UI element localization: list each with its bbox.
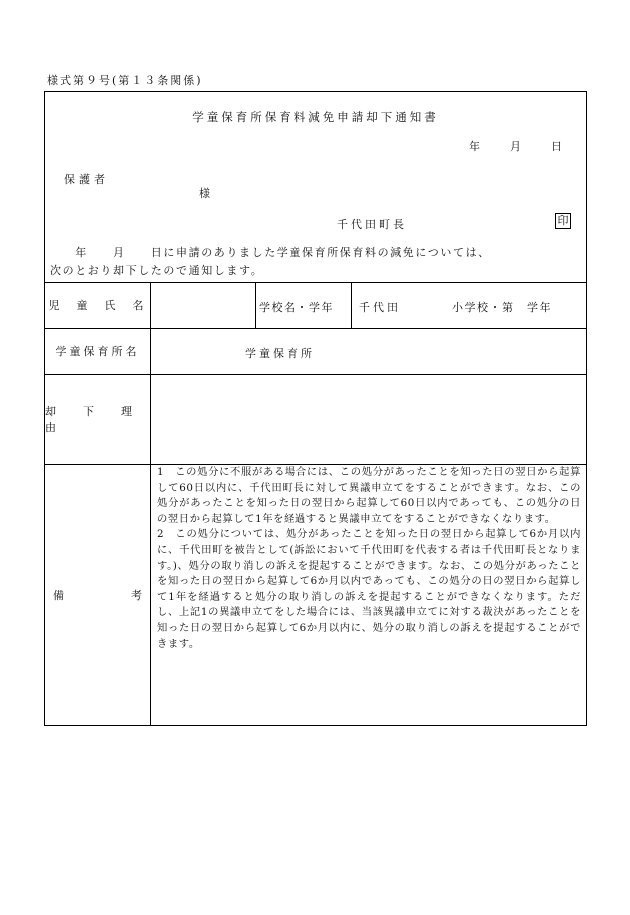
date-year: 年	[469, 140, 480, 153]
school-grade-label: 学校名・学年	[259, 301, 334, 314]
label-column-divider	[150, 282, 151, 725]
facility-value: 学童保育所	[245, 347, 315, 360]
remarks-item-1: 1 この処分に不服がある場合には、この処分があったことを知った日の翌日から起算して60日以内に、千代田町長に対して異議申立てをすることができます。なお、この処分があったことを知った日の翌日から起算して60日以内であっても、この処分の日の翌日から起算して1年を経過すると異議申立てをすることができなくなります。	[157, 466, 581, 525]
date-month: 月	[510, 140, 521, 153]
cell-divider	[351, 282, 352, 328]
guardian-label: 保護者	[64, 173, 109, 186]
school-grade-suffix: 小学校・第 学年	[452, 301, 552, 314]
issuer: 千代田町長	[337, 218, 407, 231]
reason-label: 却 下 理 由	[45, 405, 159, 434]
honorific: 様	[199, 187, 210, 200]
child-name-label: 児 童 氏 名	[48, 299, 147, 312]
facility-label: 学童保育所名	[55, 345, 140, 358]
notice-line-1: 年 月 日に申請のありました学童保育所保育料の減免については、	[50, 246, 491, 259]
notice-form	[44, 91, 587, 726]
seal-mark: 印	[555, 213, 571, 229]
cell-divider	[255, 282, 256, 328]
date-day: 日	[551, 140, 562, 153]
remarks-text	[157, 465, 581, 652]
remarks-label-right: 考	[131, 589, 144, 602]
date-line	[469, 138, 562, 154]
form-number: 様式第９号(第１３条関係)	[47, 74, 203, 87]
school-prefix: 千代田	[359, 301, 401, 314]
remarks-label-left: 備	[53, 589, 66, 602]
notice-line-2: 次のとおり却下したので通知します。	[50, 264, 264, 277]
document-title: 学童保育所保育料減免申請却下通知書	[192, 110, 439, 124]
remarks-item-2: 2 この処分については、処分があったことを知った日の翌日から起算して6か月以内に、千代田町を被告として(訴訟において千代田町を代表する者は千代田町長となります。)、処分の取り消しの訴えを提起することができます。なお、この処分があったことを知った日の翌日から起算して6か月以内であっても、この処分の日の翌日から起算して1年を経過すると処分の取り消しの訴えを提起することができなくなります。ただし、上記1の異議申立てをした場合には、当該異議申立てに対する裁決があったことを知った日の翌日から起算して6か月以内に、処分の取り消しの訴えを提起することができます。	[157, 528, 581, 650]
notice-text	[50, 244, 580, 280]
